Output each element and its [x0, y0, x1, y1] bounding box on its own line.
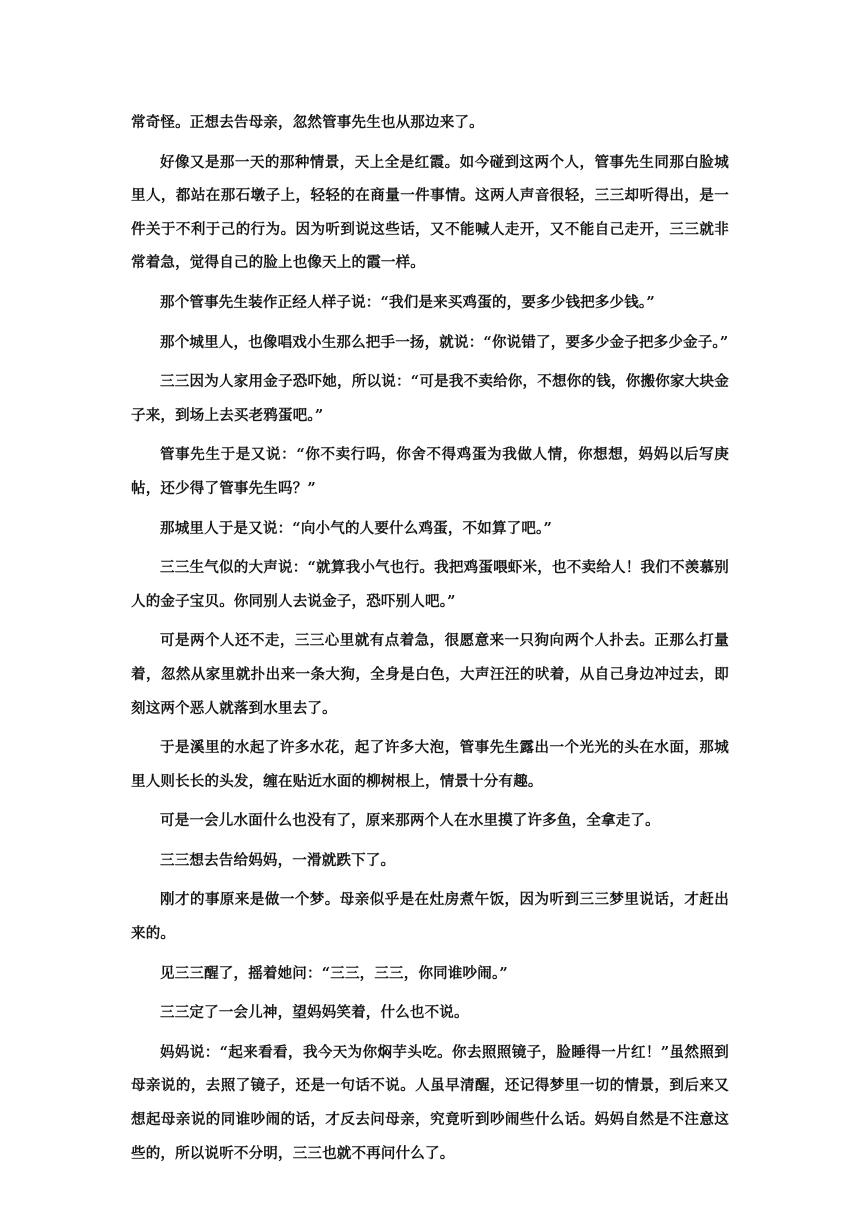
- paragraph: 三三定了一会儿神，望妈妈笑着，什么也不说。: [160, 1004, 469, 1022]
- paragraph: 可是两个人还不走，三三心里就有点着急，很愿意来一只狗向两个人扑去。正那么打量着，忽然从家里就扑出来一条大狗，全身是白色，大声汪汪的吠着，从自己身边冲过去，即刻这两个恶人就落到水里去了。: [131, 632, 729, 717]
- paragraph: 那个城里人，也像唱戏小生那么把手一扬，就说：“你说错了，要多少金子把多少金子。”: [160, 333, 729, 351]
- paragraph: 三三因为人家用金子恐吓她，所以说：“可是我不卖给你，不想你的钱，你搬你家大块金子来，到场上去买老鸦蛋吧。”: [131, 373, 729, 424]
- paragraph: 那个管事先生装作正经人样子说：“我们是来买鸡蛋的，要多少钱把多少钱。”: [160, 293, 655, 311]
- paragraph: 三三生气似的大声说：“就算我小气也行。我把鸡蛋喂虾米，也不卖给人！我们不羡慕别人的金子宝贝。你同别人去说金子，恐吓别人吧。”: [131, 559, 729, 610]
- paragraph: 见三三醒了，摇着她问：“三三，三三，你同谁吵闹。”: [160, 964, 508, 982]
- paragraph: 于是溪里的水起了许多水花，起了许多大泡，管事先生露出一个光光的头在水面，那城里人则长长的头发，缠在贴近水面的柳树根上，情景十分有趣。: [131, 739, 729, 790]
- paragraph: 刚才的事原来是做一个梦。母亲似乎是在灶房煮午饭，因为听到三三梦里说话，才赶出来的。: [131, 891, 729, 943]
- paragraph: 常奇怪。正想去告母亲，忽然管事先生也从那边来了。: [131, 114, 484, 131]
- paragraph: 管事先生于是又说：“你不卖行吗，你舍不得鸡蛋为我做人情，你想想，妈妈以后写庚帖，还少得了管事先生吗？”: [131, 446, 729, 497]
- paragraph: 好像又是那一天的那种情景，天上全是红霞。如今碰到这两个人，管事先生同那白脸城里人，都站在那石墩子上，轻轻的在商量一件事情。这两人声音很轻，三三却听得出，是一件关于不利于己的行为。因为听到说这些话，又不能喊人走开，又不能自己走开，三三就非常着急，觉得自己的脸上也像天上的霞一样。: [131, 153, 729, 272]
- document-body: [131, 106, 729, 1176]
- paragraph: 三三想去告给妈妈，一滑就跌下了。: [160, 851, 396, 869]
- paragraph: 可是一会儿水面什么也没有了，原来那两个人在水里摸了许多鱼，全拿走了。: [160, 812, 660, 830]
- paragraph: 妈妈说：“起来看看，我今天为你焖芋头吃。你去照照镜子，脸睡得一片红！”虽然照到母亲说的，去照了镜子，还是一句话不说。人虽早清醒，还记得梦里一切的情景，到后来又想起母亲说的同谁吵闹的话，才反去问母亲，究竟听到吵闹些什么话。妈妈自然是不注意这些的，所以说听不分明，三三也就不再问什么了。: [131, 1043, 729, 1162]
- paragraph: 那城里人于是又说：“向小气的人要什么鸡蛋，不如算了吧。”: [160, 519, 553, 537]
